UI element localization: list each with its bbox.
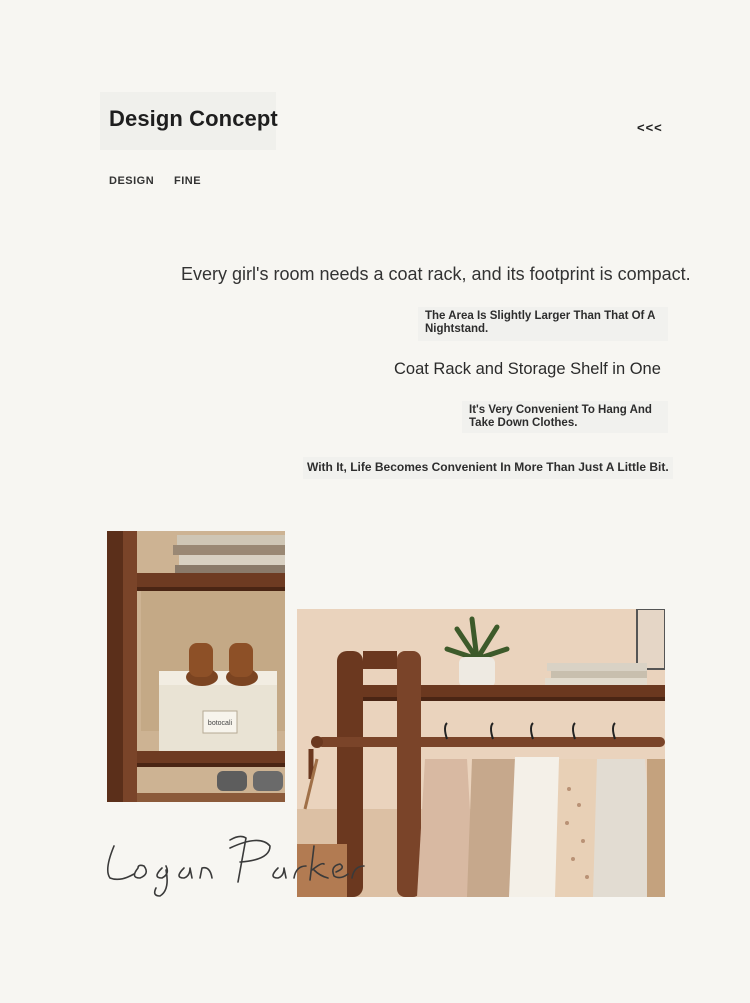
subheadline: Coat Rack and Storage Shelf in One bbox=[394, 360, 661, 378]
page-title: Design Concept bbox=[109, 106, 278, 131]
signature bbox=[100, 826, 370, 906]
tag-fine: FINE bbox=[174, 175, 202, 187]
area-note: The Area Is Slightly Larger Than That Of A Nightstand. bbox=[425, 310, 656, 335]
convenience-note: It's Very Convenient To Hang And Take Down Clothes. bbox=[469, 404, 652, 429]
box-label: botocali bbox=[207, 720, 233, 727]
headline: Every girl's room needs a coat rack, and its footprint is compact. bbox=[181, 264, 691, 284]
back-arrows-icon[interactable]: <<< bbox=[637, 120, 663, 135]
closing-line: With It, Life Becomes Convenient In More Than Just A Little Bit. bbox=[307, 460, 669, 474]
tag-design: DESIGN bbox=[109, 175, 155, 187]
shelf-photo bbox=[107, 531, 285, 802]
